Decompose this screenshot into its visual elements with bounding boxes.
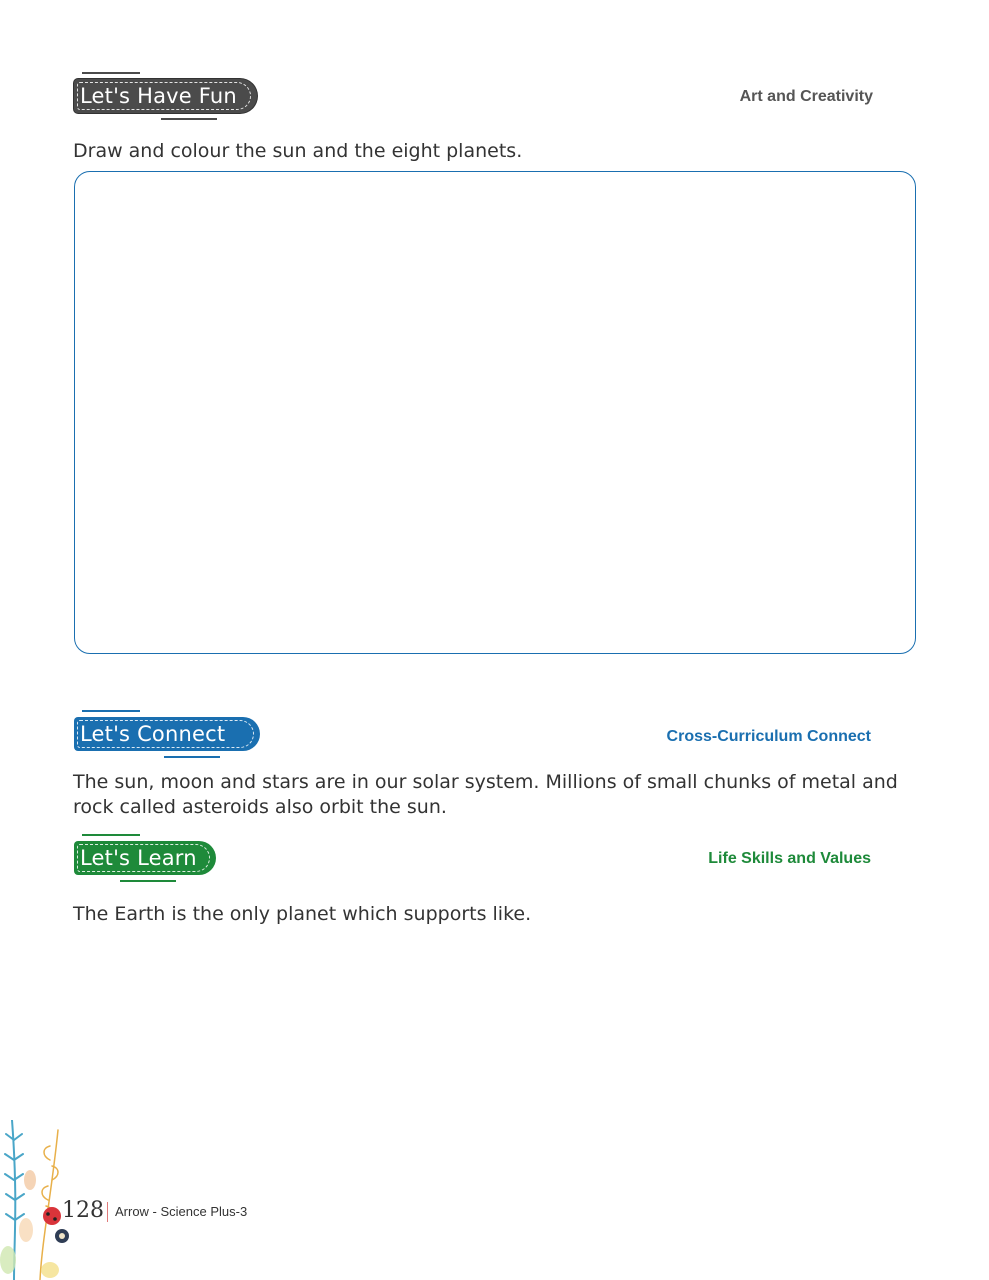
art-and-creativity-label: Art and Creativity xyxy=(739,88,873,105)
drawing-area[interactable] xyxy=(74,171,916,654)
lets-have-fun-label: Let's Have Fun xyxy=(80,84,237,108)
cross-curriculum-label: Cross-Curriculum Connect xyxy=(666,728,871,745)
life-skills-label: Life Skills and Values xyxy=(708,850,871,867)
lets-learn-label: Let's Learn xyxy=(80,846,197,870)
learn-paragraph: The Earth is the only planet which supports like. xyxy=(73,903,532,925)
lets-connect-label: Let's Connect xyxy=(80,722,226,746)
connect-paragraph: The sun, moon and stars are in our solar system. Millions of small chunks of metal and rock called asteroids also orbit the sun. xyxy=(73,771,898,818)
tag-decoration-line xyxy=(161,118,217,120)
tag-decoration-line xyxy=(164,756,220,758)
lets-have-fun-tag xyxy=(74,79,257,113)
lets-learn-tag xyxy=(74,841,216,875)
floral-decoration xyxy=(0,1120,300,1280)
drawing-instruction: Draw and colour the sun and the eight planets. xyxy=(73,140,523,162)
lets-connect-tag xyxy=(74,717,260,751)
footer-separator xyxy=(107,1202,108,1222)
page-number: 128 xyxy=(62,1198,104,1223)
book-title: Arrow - Science Plus-3 xyxy=(115,1204,248,1219)
tag-decoration-line xyxy=(120,880,176,882)
tag-decoration-line xyxy=(82,72,140,74)
tag-decoration-line xyxy=(82,834,140,836)
tag-decoration-line xyxy=(82,710,140,712)
